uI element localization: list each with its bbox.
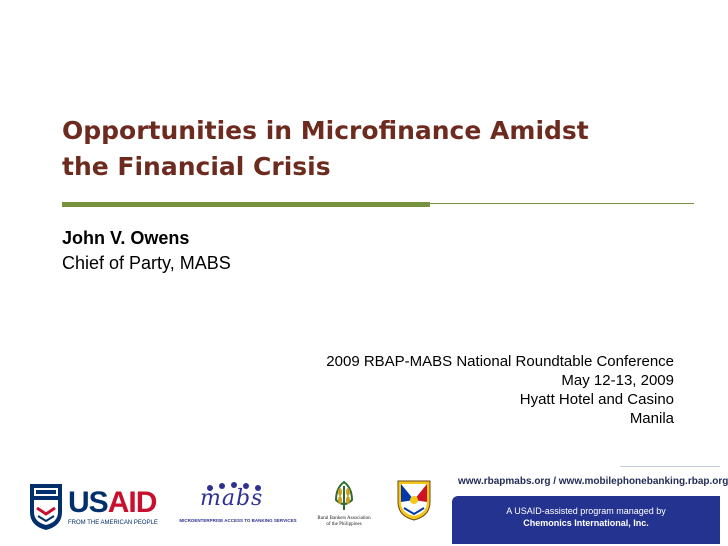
conference-venue: Hyatt Hotel and Casino bbox=[519, 391, 674, 408]
sponsor-logos bbox=[0, 470, 728, 546]
rice-stalk-icon bbox=[314, 478, 374, 514]
banner-managed-by: A USAID-assisted program managed by bbox=[506, 506, 666, 516]
usaid-wordmark: USAID bbox=[68, 486, 157, 519]
title-underline-thin bbox=[430, 203, 694, 204]
author-name: John V. Owens bbox=[62, 228, 190, 248]
conference-date: May 12-13, 2009 bbox=[561, 372, 674, 389]
rbap-logo bbox=[314, 478, 374, 538]
slide-title bbox=[62, 113, 702, 185]
conference-name: 2009 RBAP-MABS National Roundtable Conference bbox=[326, 353, 674, 370]
conference-details bbox=[326, 352, 674, 428]
mabs-tagline: MICROENTERPRISE ACCESS TO BANKING SERVICES bbox=[179, 518, 297, 523]
banner-chemonics: Chemonics International, Inc. bbox=[523, 518, 649, 528]
usaid-seal-icon bbox=[28, 482, 64, 532]
mabs-wordmark: mabs bbox=[200, 486, 264, 511]
title-line-2: the Financial Crisis bbox=[62, 152, 331, 181]
rbap-banner-box bbox=[452, 496, 720, 544]
title-line-1: Opportunities in Microfinance Amidst bbox=[62, 116, 589, 145]
mabs-logo bbox=[176, 482, 300, 534]
rbap-logo-text: Rural Bankers Association of the Philippines bbox=[317, 516, 371, 527]
conference-city: Manila bbox=[629, 410, 674, 427]
title-underline-thick bbox=[62, 202, 430, 207]
philippine-seal-icon bbox=[395, 478, 433, 522]
rbap-mabs-banner bbox=[452, 474, 728, 544]
footer-divider bbox=[620, 466, 720, 467]
usaid-tagline: FROM THE AMERICAN PEOPLE bbox=[68, 520, 158, 526]
author-role: Chief of Party, MABS bbox=[62, 253, 231, 273]
usaid-logo bbox=[28, 478, 156, 538]
rbap-website-links: www.rbapmabs.org / www.mobilephonebanking.rbap.org bbox=[458, 476, 728, 487]
